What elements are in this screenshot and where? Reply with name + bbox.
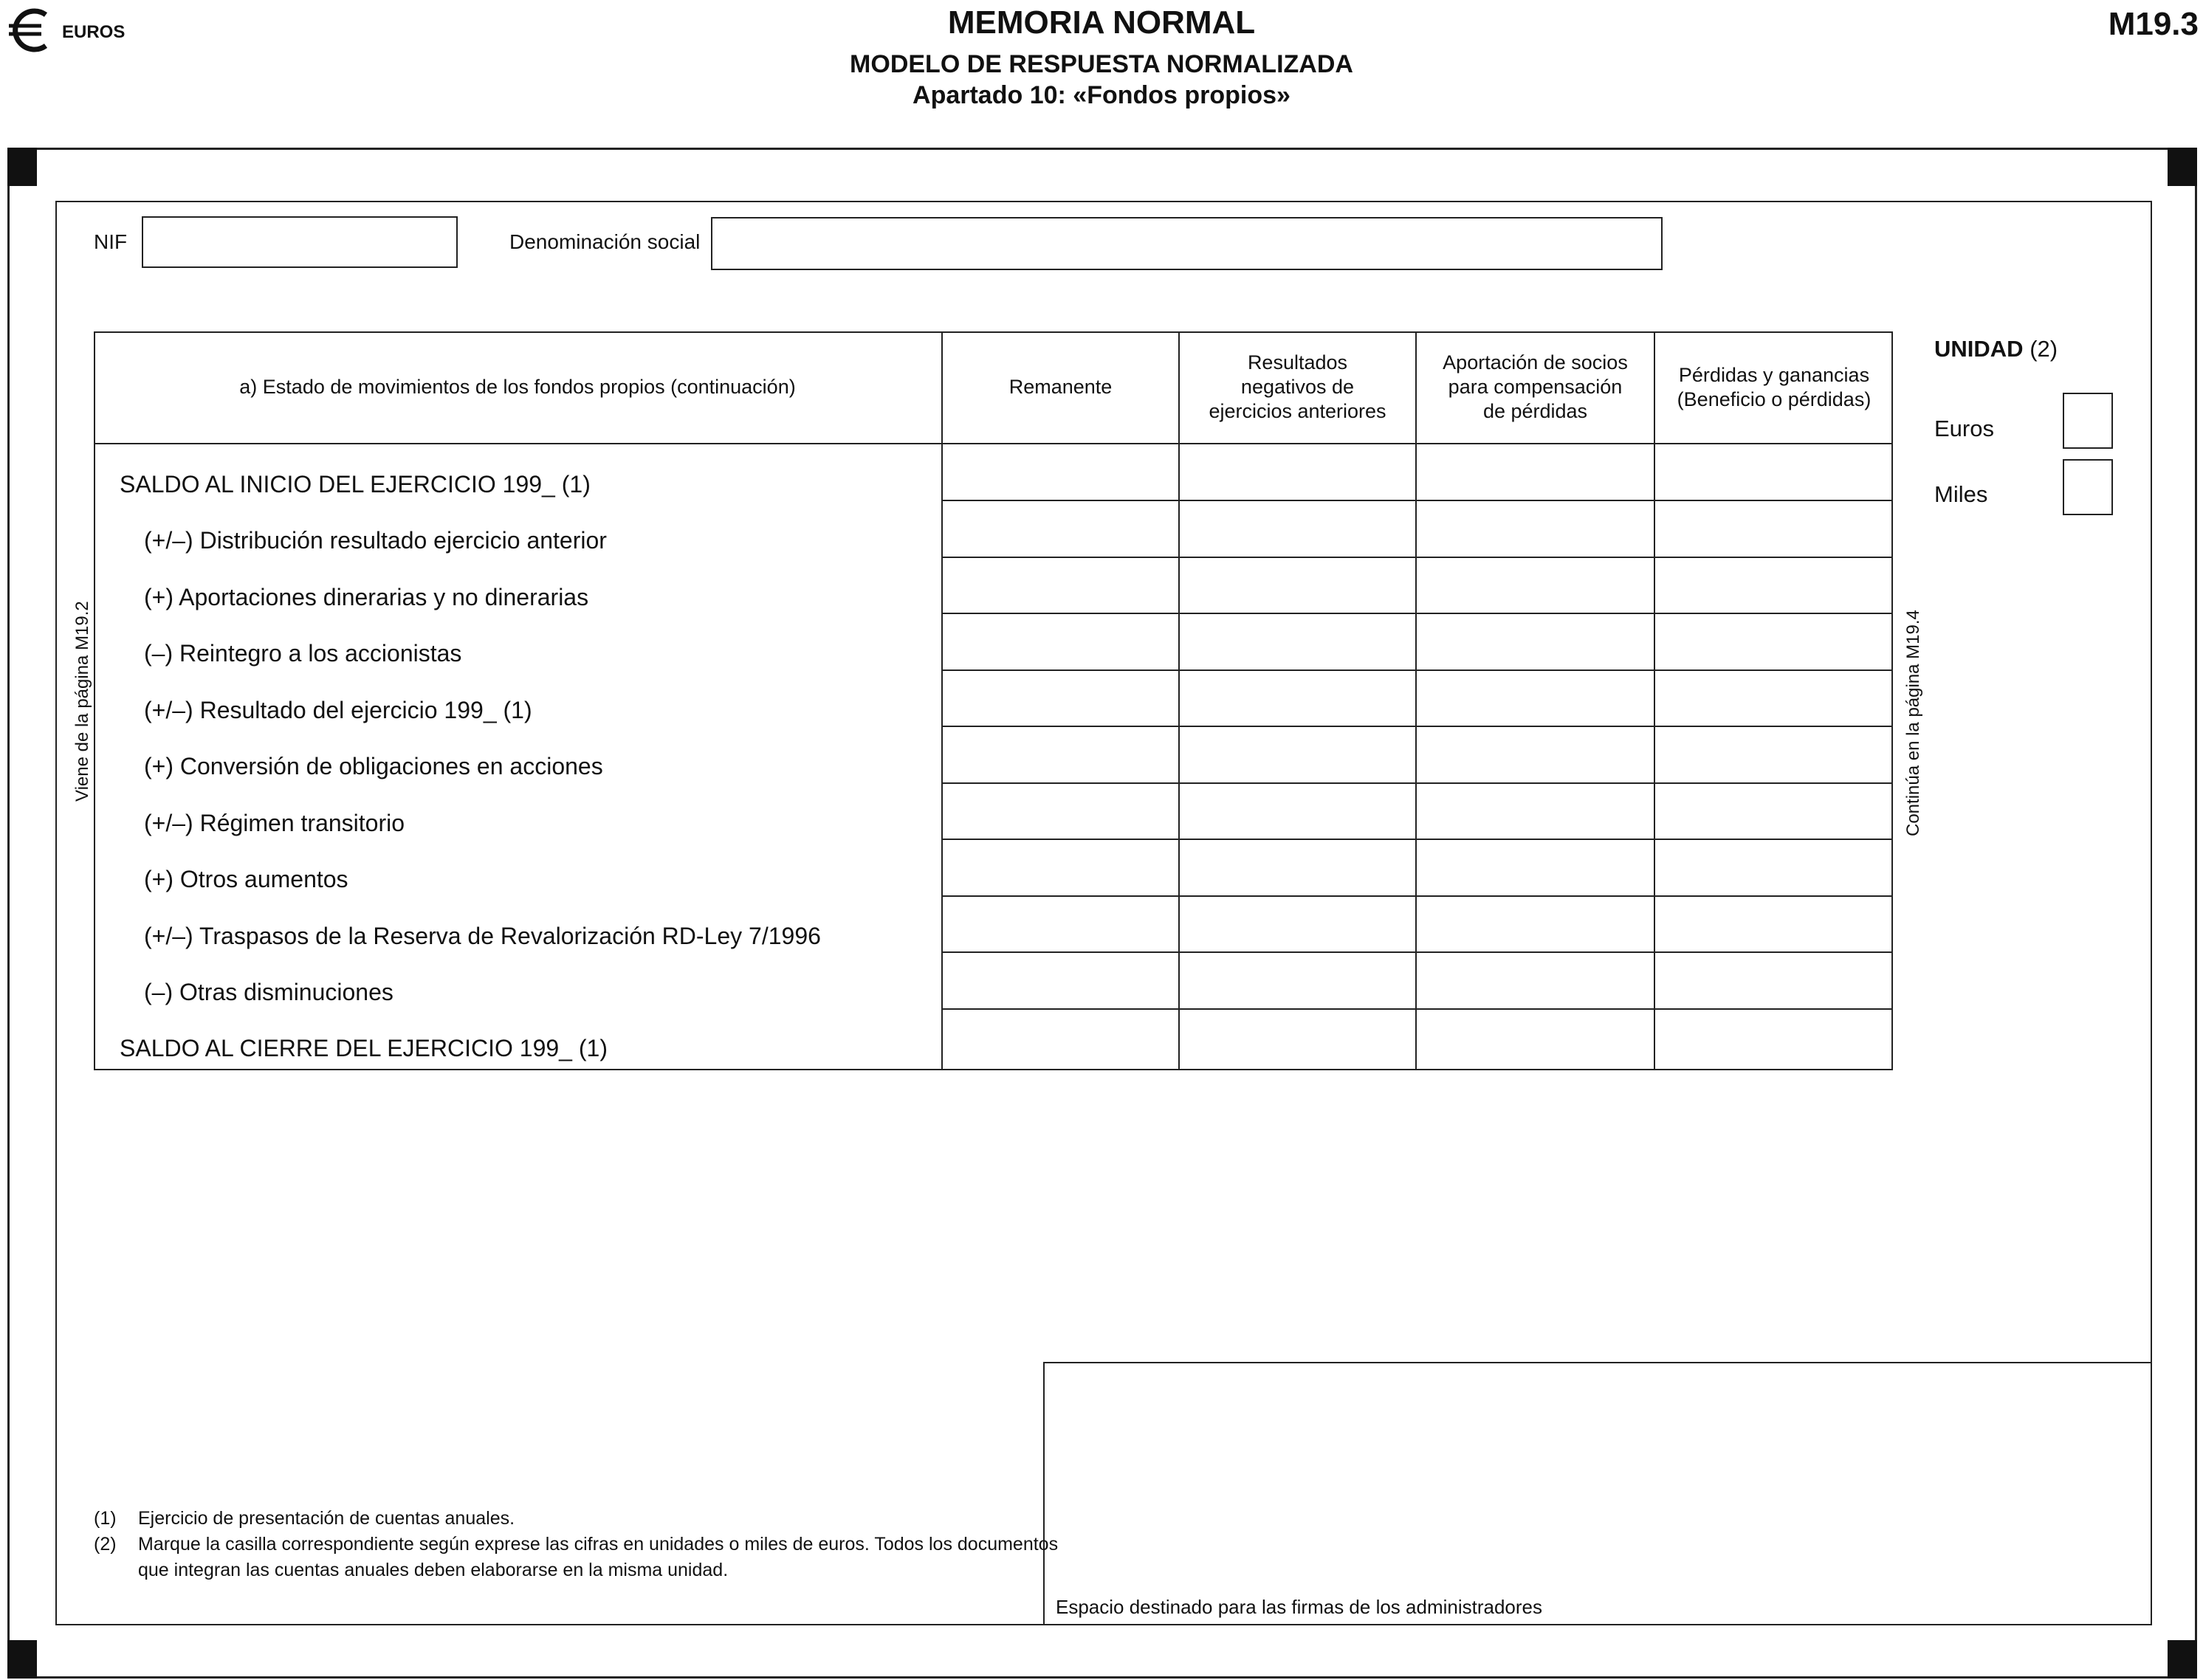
row-divider: [942, 557, 1893, 558]
corner-mark-top-left: [7, 148, 37, 186]
footnote: [94, 1506, 1076, 1532]
row-divider: [942, 839, 1893, 840]
row-label-conversion: (+) Conversión de obligaciones en acciones: [144, 753, 603, 779]
unit-euros-checkbox[interactable]: [2063, 393, 2113, 449]
section-title: Apartado 10: «Fondos propios»: [913, 81, 1290, 109]
page-subtitle: MODELO DE RESPUESTA NORMALIZADA: [850, 50, 1353, 78]
col-header-aportacion-socios: Aportación de socios para compensación de pérdidas: [1443, 351, 1628, 422]
row-divider: [942, 895, 1893, 897]
row-label-otros-aumentos: (+) Otros aumentos: [144, 866, 348, 892]
corner-mark-bottom-left: [7, 1640, 37, 1679]
table-title-header: a) Estado de movimientos de los fondos propios (continuación): [239, 376, 796, 398]
col-header-resultados-negativos: Resultados negativos de ejercicios anteriores: [1209, 351, 1386, 422]
side-note-previous-page: Viene de la página M19.2: [72, 601, 92, 802]
row-divider: [942, 669, 1893, 671]
row-label-saldo-inicio: SALDO AL INICIO DEL EJERCICIO 199_ (1): [120, 471, 591, 498]
row-label-reintegro: (–) Reintegro a los accionistas: [144, 640, 462, 667]
nif-label: NIF: [94, 230, 128, 253]
row-label-regimen-transitorio: (+/–) Régimen transitorio: [144, 810, 405, 836]
signature-label: Espacio destinado para las firmas de los administradores: [1056, 1596, 1543, 1618]
unit-euros-label: Euros: [1934, 416, 1994, 441]
row-divider: [942, 951, 1893, 953]
footnote-number: (2): [94, 1534, 117, 1555]
row-label-saldo-cierre: SALDO AL CIERRE DEL EJERCICIO 199_ (1): [120, 1035, 608, 1061]
row-divider: [942, 726, 1893, 727]
row-label-resultado-ejercicio: (+/–) Resultado del ejercicio 199_ (1): [144, 697, 532, 723]
col-header-perdidas-ganancias: Pérdidas y ganancias (Beneficio o pérdidas): [1677, 363, 1872, 410]
corner-mark-top-right: [2168, 148, 2197, 186]
row-label-aportaciones: (+) Aportaciones dinerarias y no dinerarias: [144, 584, 589, 610]
footnote-number: (1): [94, 1508, 117, 1529]
table-header-divider: [94, 443, 1893, 444]
nif-field[interactable]: [142, 216, 458, 268]
row-divider: [942, 613, 1893, 614]
unit-title-text: UNIDAD: [1934, 336, 2024, 362]
currency-label: EUROS: [62, 22, 126, 42]
denominacion-field[interactable]: [711, 217, 1663, 270]
side-note-next-page: Continúa en la página M19.4: [1903, 610, 1923, 836]
footnote-text: Marque la casilla correspondiente según exprese las cifras en unidades o miles de euros. Todos los documentos que integran las cuentas anuales deben elaborarse en la misma unidad.: [138, 1534, 1059, 1580]
page-code: M19.3: [2108, 6, 2199, 42]
denominacion-label: Denominación social: [509, 230, 701, 253]
unit-miles-label: Miles: [1934, 481, 1988, 507]
unit-title: [1934, 336, 2058, 362]
corner-mark-bottom-right: [2168, 1640, 2197, 1679]
footnote: [94, 1532, 1076, 1587]
row-divider: [942, 1008, 1893, 1010]
signature-area[interactable]: [1043, 1362, 2152, 1625]
row-divider: [942, 500, 1893, 501]
row-label-distribucion: (+/–) Distribución resultado ejercicio anterior: [144, 527, 607, 554]
row-divider: [942, 782, 1893, 784]
col-header-remanente: Remanente: [1008, 376, 1113, 398]
row-label-traspasos: (+/–) Traspasos de la Reserva de Revalorización RD-Ley 7/1996: [144, 923, 821, 949]
row-label-otras-disminuciones: (–) Otras disminuciones: [144, 979, 393, 1005]
unit-miles-checkbox[interactable]: [2063, 459, 2113, 515]
footnote-text: Ejercicio de presentación de cuentas anuales.: [138, 1508, 515, 1529]
unit-title-ref: (2): [2030, 336, 2058, 362]
page-title: MEMORIA NORMAL: [947, 4, 1256, 41]
